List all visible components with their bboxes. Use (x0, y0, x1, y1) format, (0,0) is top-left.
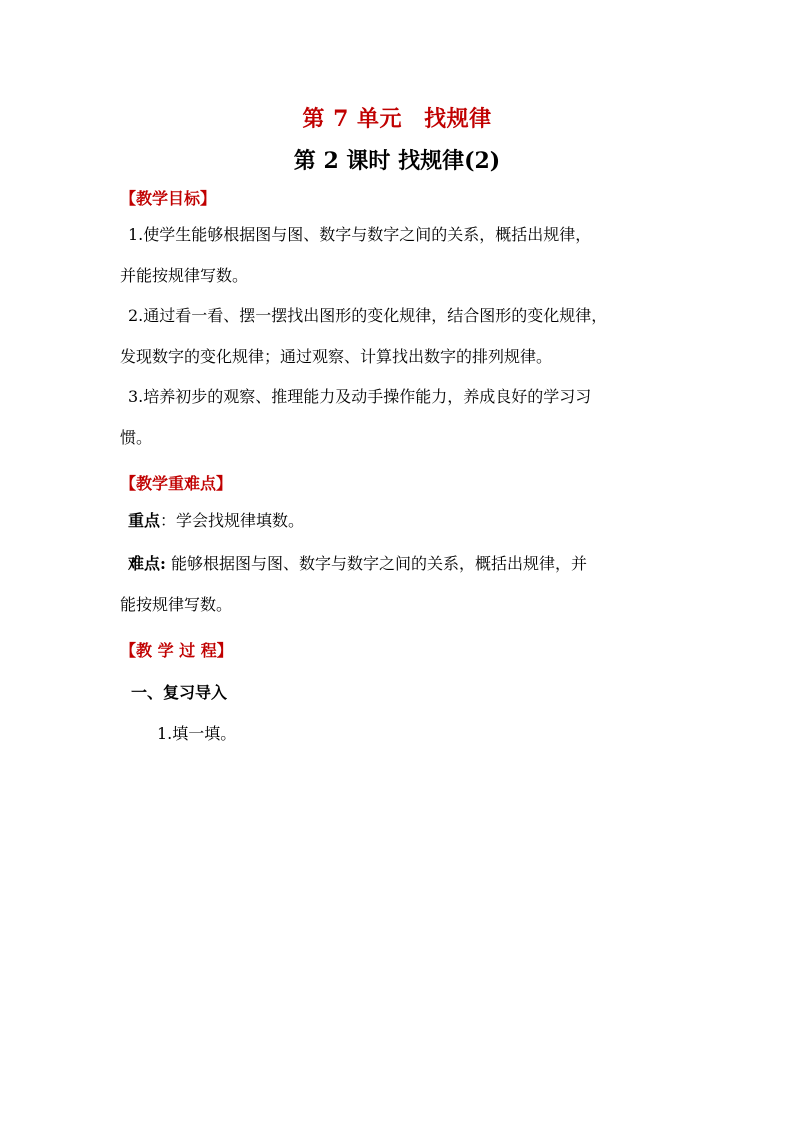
key-points-heading: 【教学重难点】 (120, 474, 233, 493)
objective-2-line-2: 发现数字的变化规律；通过观察、计算找出数字的排列规律。 (120, 347, 553, 366)
unit-title-topic: 找规律 (424, 106, 492, 132)
objective-1-line-1: 1.使学生能够根据图与图、数字与数字之间的关系，概括出规律， (128, 225, 592, 244)
objective-3-line-1: 3.培养初步的观察、推理能力及动手操作能力，养成良好的学习习 (128, 387, 592, 406)
objective-2-line-1: 2.通过看一看、摆一摆找出图形的变化规律，结合图形的变化规律， (128, 306, 608, 325)
focus-label: 重点 (128, 511, 161, 530)
objective-3-line-2: 惯。 (120, 428, 153, 447)
focus-point (120, 500, 676, 541)
difficulty-point (120, 543, 676, 625)
objective-1 (120, 214, 676, 296)
unit-title-number: 第 7 单元 (302, 106, 403, 132)
focus-text: ：学会找规律填数。 (160, 511, 305, 530)
difficulty-text-line-2: 能按规律写数。 (120, 595, 233, 614)
step-fill-in: 1.填一填。 (157, 724, 237, 743)
objectives-heading: 【教学目标】 (120, 189, 217, 208)
objective-2 (120, 295, 676, 377)
objective-1-line-2: 并能按规律写数。 (120, 266, 249, 285)
difficulty-text-line-1: 能够根据图与图、数字与数字之间的关系，概括出规律，并 (165, 554, 588, 573)
section-review-intro: 一、复习导入 (131, 683, 228, 702)
difficulty-label: 难点: (128, 554, 166, 573)
lesson-title: 第 2 课时 找规律(2) (293, 148, 501, 174)
unit-title (0, 102, 794, 133)
process-heading: 【教 学 过 程】 (120, 641, 233, 660)
objective-3 (120, 376, 676, 458)
